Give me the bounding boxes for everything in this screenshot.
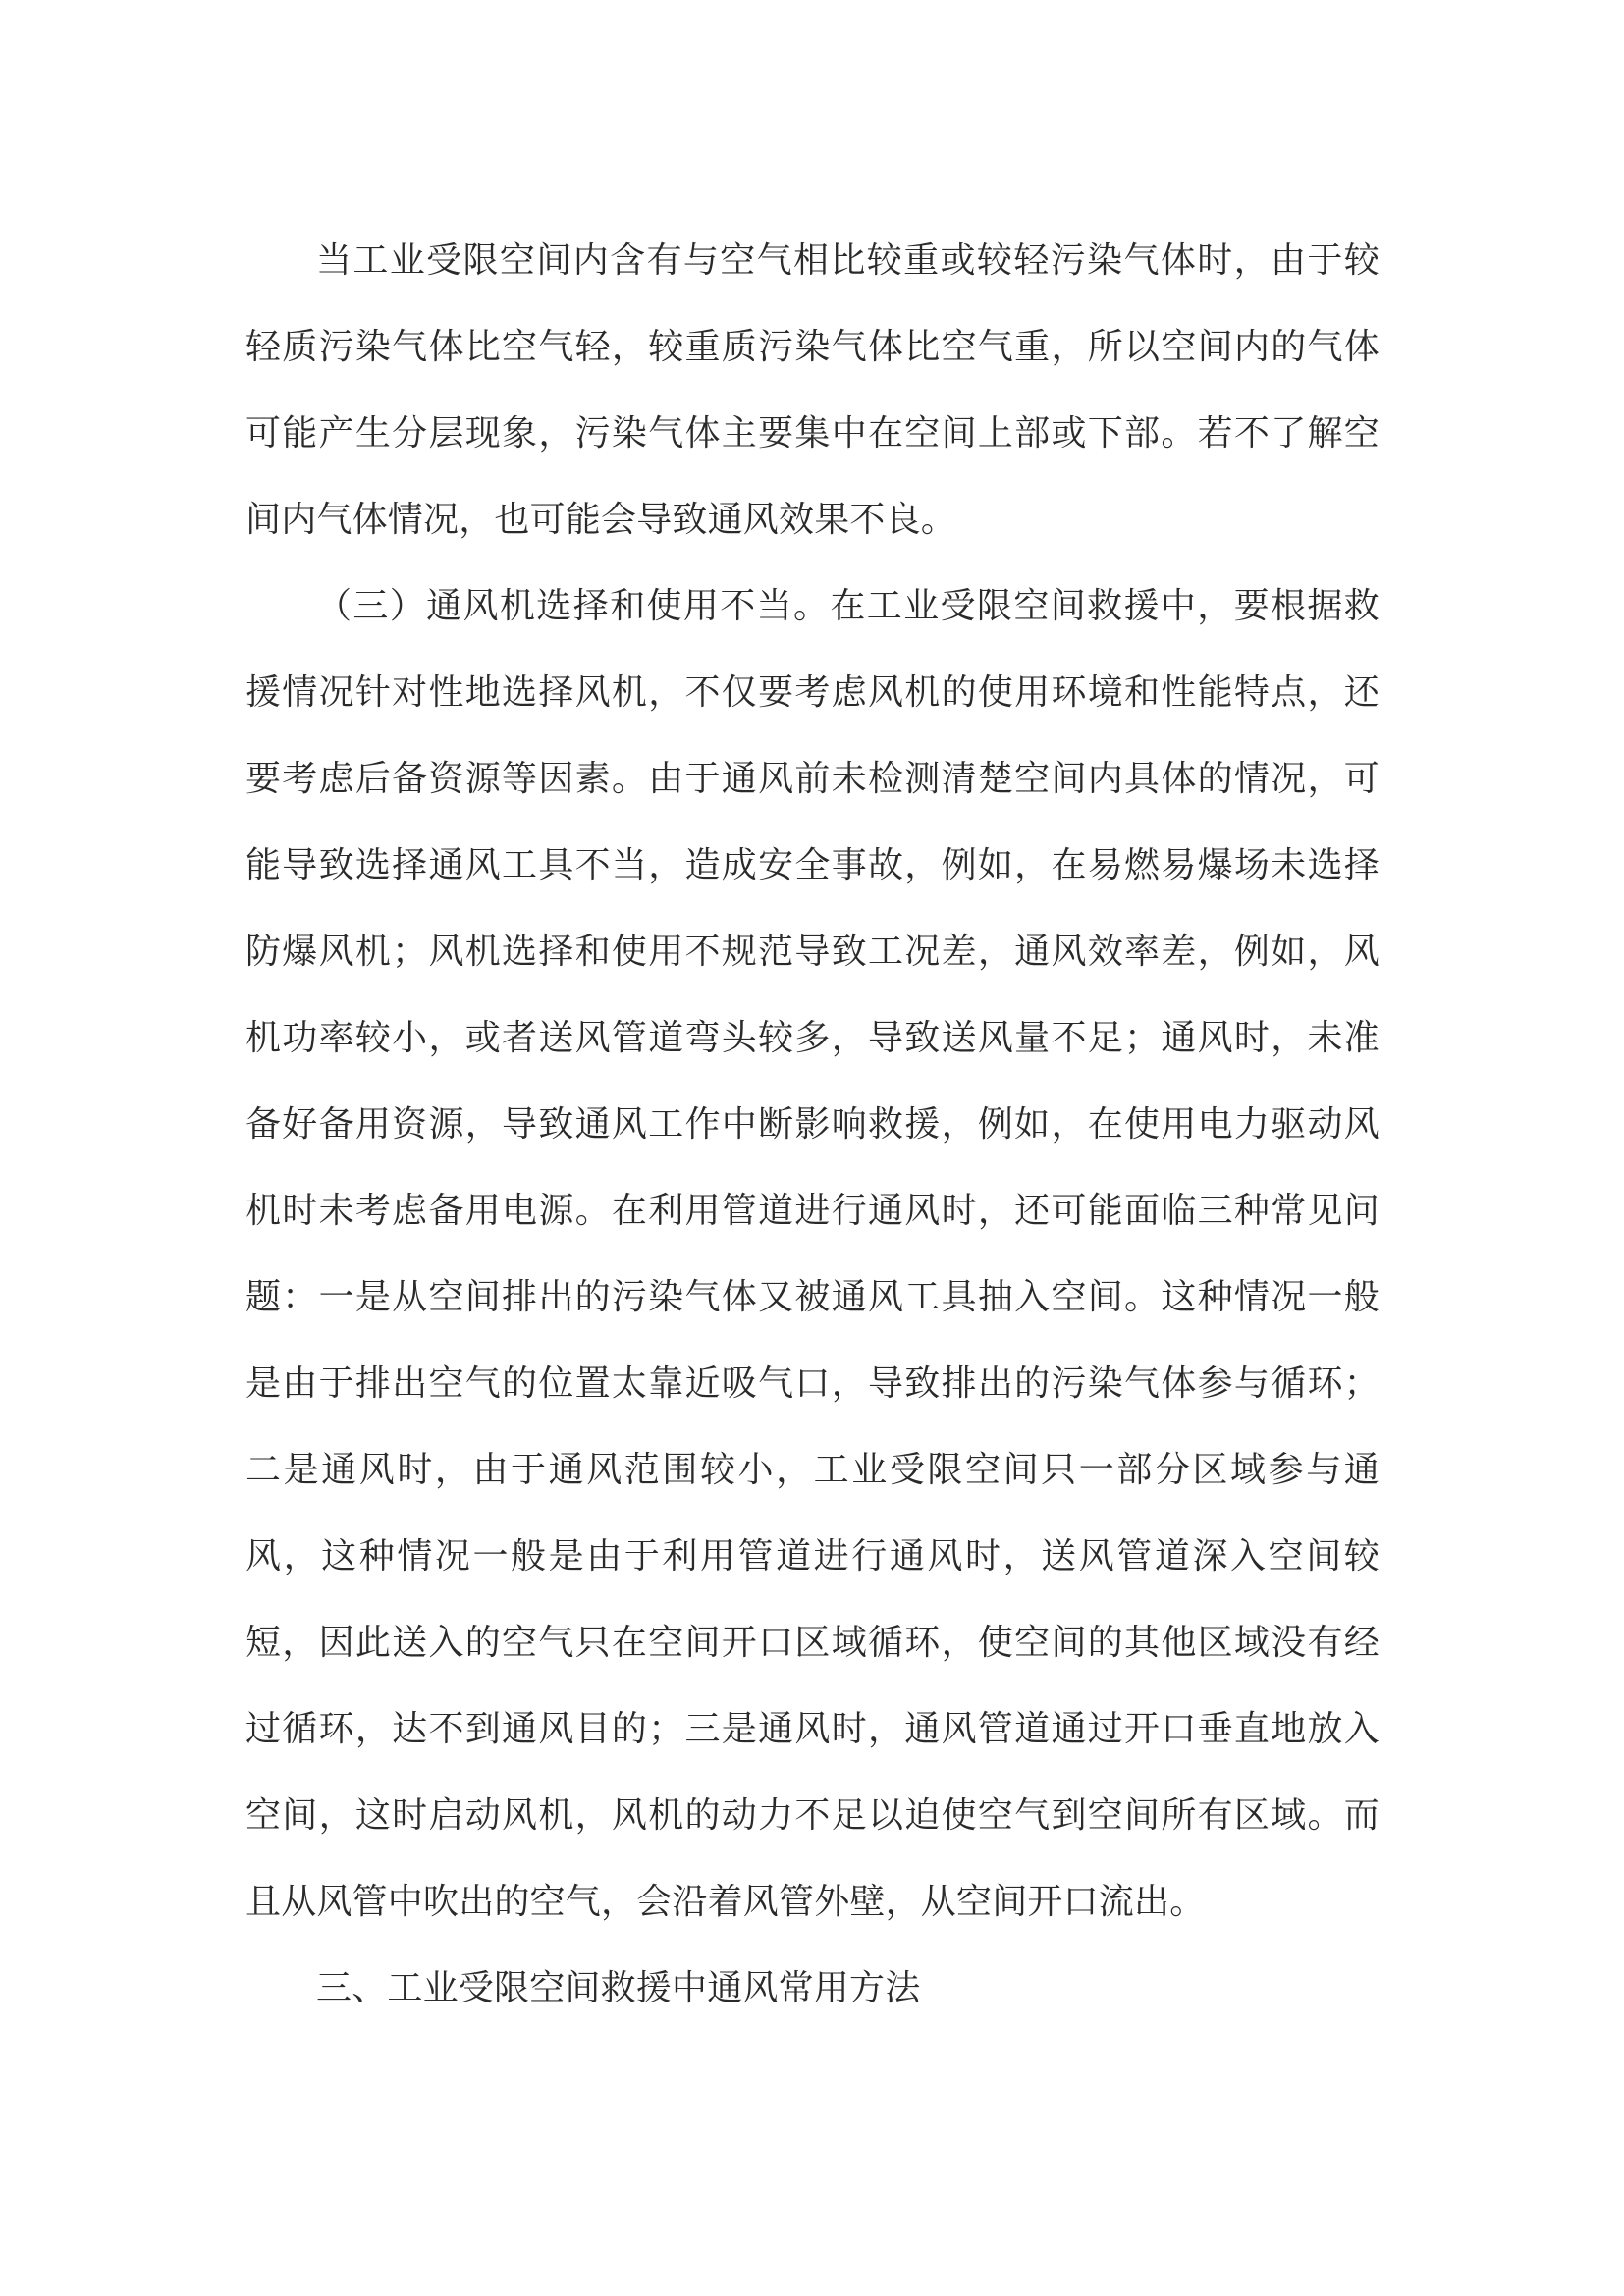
document-body [245, 218, 1380, 2032]
paragraph-fan-selection: （三）通风机选择和使用不当。在工业受限空间救援中，要根据救援情况针对性地选择风机，不仅要考虑风机的使用环境和性能特点，还要考虑后备资源等因素。由于通风前未检测清楚空间内具体的情况，可能导致选择通风工具不当，造成安全事故，例如，在易燃易爆场未选择防爆风机；风机选择和使用不规范导致工况差，通风效率差，例如，风机功率较小，或者送风管道弯头较多，导致送风量不足；通风时，未准备好备用资源，导致通风工作中断影响救援，例如，在使用电力驱动风机时未考虑备用电源。在利用管道进行通风时，还可能面临三种常见问题：一是从空间排出的污染气体又被通风工具抽入空间。这种情况一般是由于排出空气的位置太靠近吸气口，导致排出的污染气体参与循环；二是通风时，由于通风范围较小，工业受限空间只一部分区域参与通风，这种情况一般是由于利用管道进行通风时，送风管道深入空间较短，因此送入的空气只在空间开口区域循环，使空间的其他区域没有经过循环，达不到通风目的；三是通风时，通风管道通过开口垂直地放入空间，这时启动风机，风机的动力不足以迫使空气到空间所有区域。而且从风管中吹出的空气，会沿着风管外壁，从空间开口流出。 [245, 586, 1380, 1922]
paragraph-gas-stratification: 当工业受限空间内含有与空气相比较重或较轻污染气体时，由于较轻质污染气体比空气轻，较重质污染气体比空气重，所以空间内的气体可能产生分层现象，污染气体主要集中在空间上部或下部。若不了解空间内气体情况，也可能会导致通风效果不良。 [245, 240, 1380, 540]
section-heading-ventilation-methods: 三、工业受限空间救援中通风常用方法 [316, 1968, 921, 2008]
